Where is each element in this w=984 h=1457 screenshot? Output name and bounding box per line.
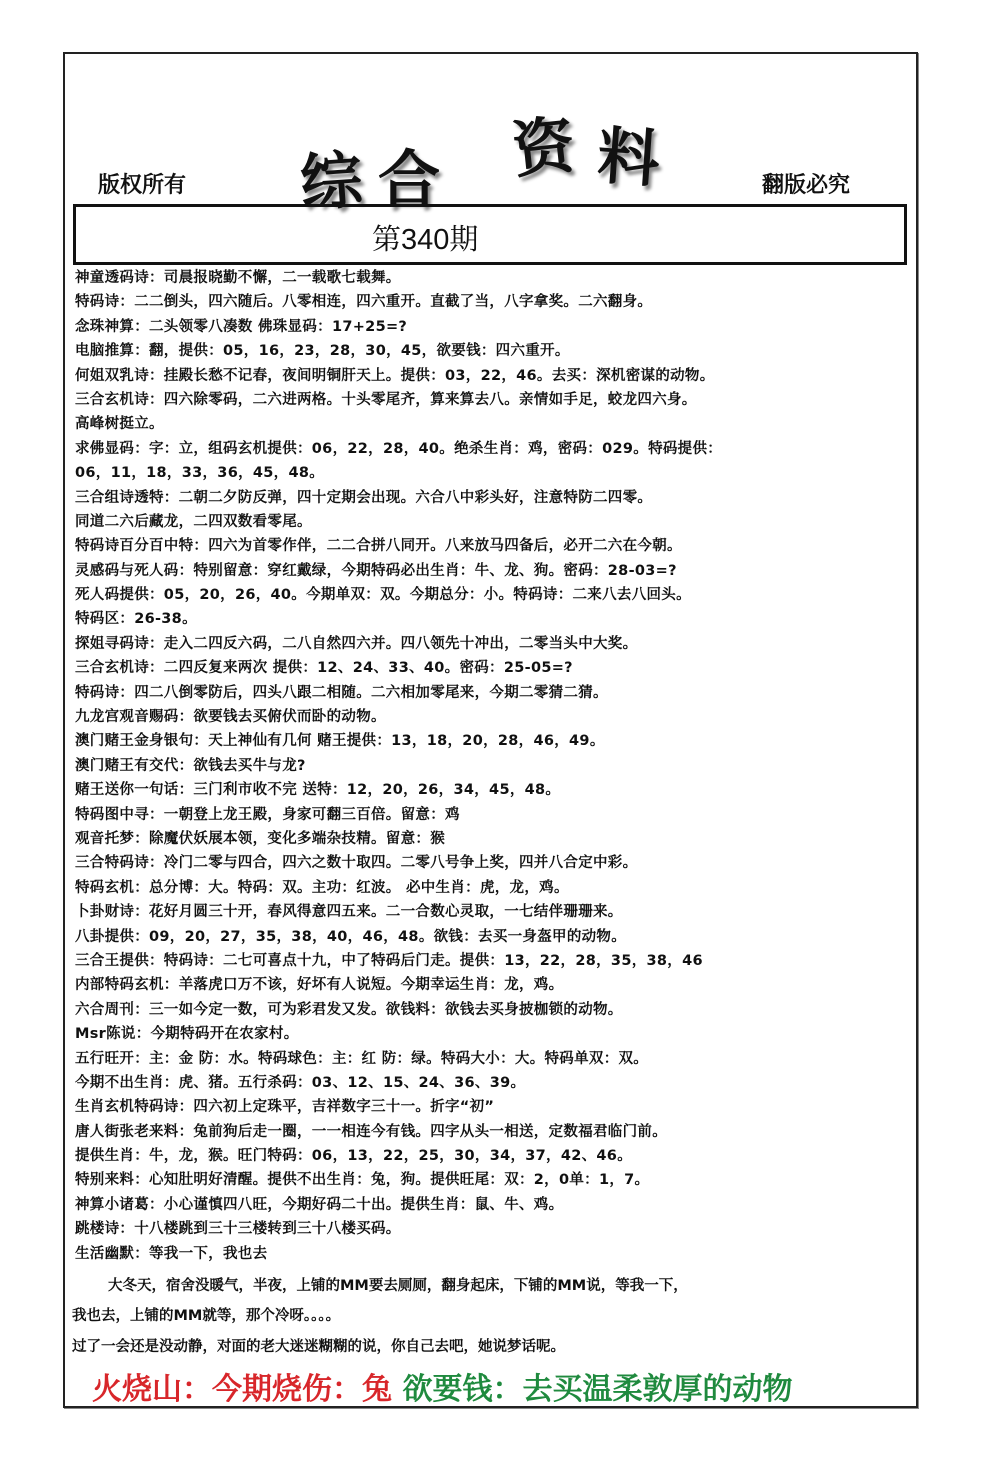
piracy-notice: 翻版必究 [762, 173, 851, 198]
content-line: 念珠神算：二头领零八凑数 佛珠显码：17+25=? [75, 318, 408, 335]
content-line: 澳门赌王有交代：欲钱去买牛与龙? [75, 757, 306, 774]
content-line: 特码诗百分百中特：四六为首零作伴，二二合拼八同开。八来放马四备后，必开二六在今朝。 [75, 538, 682, 555]
content-line: 特码诗：二二倒头，四六随后。八零相连，四六重开。直截了当，八字拿奖。二六翻身。 [75, 294, 653, 311]
content-line: 三合组诗透特：二朝二夕防反弹，四十定期会出现。六合八中彩头好，注意特防二四零。 [75, 489, 653, 506]
content-line: 06，11，18，33，36，45，48。 [75, 465, 325, 482]
content-line: 内部特码玄机：羊落虎口万不该，好坏有人说短。今期幸运生肖：龙，鸡。 [75, 977, 564, 994]
content-line: 唐人街张老来料：兔前狗后走一圈，一一相连今有钱。四字从头一相送，定数福君临门前。 [75, 1123, 667, 1140]
content-line: 生肖玄机特码诗：四六初上定珠平，吉祥数字三十一。折字“初” [75, 1099, 495, 1116]
content-line: 五行旺开：主：金 防：水。特码球色：主：红 防：绿。特码大小：大。特码单双：双。 [75, 1050, 649, 1067]
content-line: 三合特码诗：冷门二零与四合，四六之数十取四。二零八号争上奖，四并八合定中彩。 [75, 855, 638, 872]
content-line: 灵感码与死人码：特别留意：穿红戴绿，今期特码必出生肖：牛、龙、狗。密码：28-03=? [75, 562, 677, 579]
content-line: 特码图中寻：一朝登上龙王殿，身家可翻三百倍。留意：鸡 [75, 806, 460, 823]
banner-red-text: 火烧山：今期烧伤：兔 [92, 1372, 392, 1407]
title-char: 资 [508, 107, 579, 188]
content-line: 九龙宫观音赐码：欲要钱去买俯伏而卧的动物。 [75, 709, 386, 726]
content-line: 三合玄机诗：二四反复来两次 提供：12、24、33、40。密码：25-05=? [75, 660, 573, 677]
copyright-notice: 版权所有 [98, 173, 187, 198]
title-char: 合 [378, 143, 441, 216]
content-line: 赌王送你一句话：三门利市收不完 送特：12，20，26，34，45，48。 [75, 782, 561, 799]
title-char: 综 [297, 142, 365, 221]
content-line: 跳楼诗：十八楼跳到三十三楼转到三十八楼买码。 [75, 1221, 401, 1238]
title-char: 料 [595, 118, 663, 197]
content-line: 探姐寻码诗：走入二四反六码，二八自然四六并。四八领先十冲出，二零当头中大奖。 [75, 635, 638, 652]
issue-number: 第340期 [372, 224, 479, 256]
content-line: 特码区：26-38。 [75, 611, 197, 628]
story-line: 过了一会还是没动静，对面的老大迷迷糊糊的说，你自己去吧，她说梦话呢。 [72, 1339, 565, 1355]
content-line: 同道二六后藏龙，二四双数看零尾。 [75, 513, 312, 530]
content-line: 三合玄机诗：四六除零码，二六进两格。十头零尾齐，算来算去八。亲情如手足，蛟龙四六身。 [75, 391, 697, 408]
content-line: 神算小诸葛：小心谨慎四八旺，今期好码二十出。提供生肖：鼠、牛、鸡。 [75, 1196, 564, 1213]
issue-box [73, 204, 907, 265]
content-line: 三合王提供：特码诗：二七可喜点十九，中了特码后门走。提供：13，22，28，35，38，46 [75, 952, 703, 969]
content-line: 生活幽默：等我一下，我也去 [75, 1245, 268, 1262]
content-line: 观音托梦：除魔伏妖展本领，变化多端杂技精。留意：猴 [75, 830, 445, 847]
content-line: 死人码提供：05，20，26，40。今期单双：双。今期总分：小。特码诗：二来八去八回头。 [75, 587, 691, 604]
content-line: 卜卦财诗：花好月圆三十开，春风得意四五来。二一合数心灵取，一七结伴珊珊来。 [75, 904, 623, 921]
content-line: 神童透码诗：司晨报晓勤不懈，二一载歌七载舞。 [75, 270, 401, 286]
story-line: 大冬天，宿舍没暖气，半夜，上铺的MM要去厕厕，翻身起床，下铺的MM说，等我一下， [108, 1278, 688, 1294]
content-line: 澳门赌王金身银句：天上神仙有几何 赌王提供：13，18，20，28，46，49。 [75, 733, 605, 750]
content-line: 六合周刊：三一如今定一数，可为彩君发又发。欲钱料：欲钱去买身披枷锁的动物。 [75, 1001, 623, 1018]
content-lines [75, 266, 915, 1266]
content-line: 电脑推算：翻，提供：05，16，23，28，30，45，欲要钱：四六重开。 [75, 343, 570, 360]
content-line: 今期不出生肖：虎、猪。五行杀码：03、12、15、24、36、39。 [75, 1074, 526, 1091]
banner-green-text: 欲要钱：去买温柔敦厚的动物 [402, 1372, 793, 1407]
content-line: 特别来料：心知肚明好清醒。提供不出生肖：兔，狗。提供旺尾：双：2，0单：1，7。 [75, 1172, 650, 1189]
content-line: 八卦提供：09，20，27，35，38，40，46，48。欲钱：去买一身盔甲的动物。 [75, 928, 627, 945]
story-line: 我也去，上铺的MM就等，那个冷呀。。。。 [72, 1308, 341, 1324]
content-line: 求佛显码：字：立，组码玄机提供：06，22，28，40。绝杀生肖：鸡，密码：029。特码提供： [75, 440, 723, 457]
content-line: 特码玄机：总分博：大。特码：双。主功：红波。 必中生肖：虎，龙，鸡。 [75, 879, 569, 896]
content-line: 特码诗：四二八倒零防后，四头八跟二相随。二六相加零尾来，今期二零猜二猜。 [75, 684, 608, 701]
content-line: 何姐双乳诗：挂殿长愁不记春，夜间明铜肝天上。提供：03，22，46。去买：深机密谋的动物。 [75, 367, 715, 384]
bottom-banner [92, 1364, 792, 1408]
content-line: Msr陈说：今期特码开在农家村。 [75, 1026, 299, 1043]
content-line: 高峰树挺立。 [75, 416, 164, 433]
content-line: 提供生肖：牛，龙，猴。旺门特码：06，13，22，25，30，34，37，42、46。 [75, 1148, 633, 1165]
